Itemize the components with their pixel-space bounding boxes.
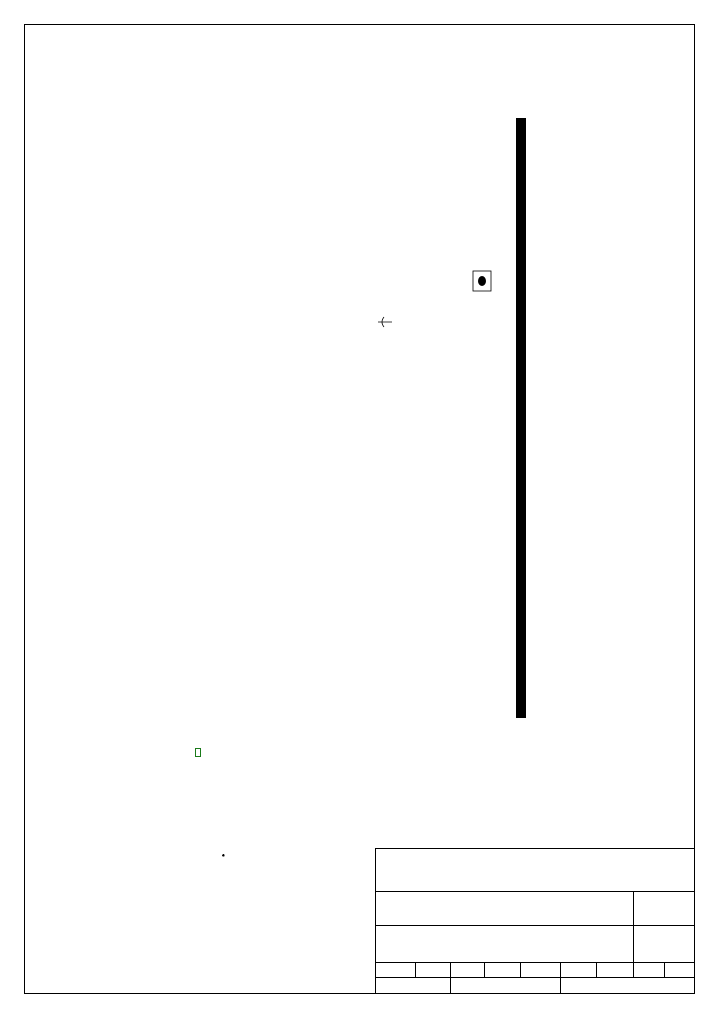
gutter-edge bbox=[516, 118, 526, 718]
caption-code bbox=[195, 748, 201, 757]
antenna-symbol bbox=[378, 317, 392, 327]
vent-pipe bbox=[473, 271, 491, 291]
drawing-caption bbox=[195, 749, 203, 756]
title-block bbox=[375, 848, 695, 994]
